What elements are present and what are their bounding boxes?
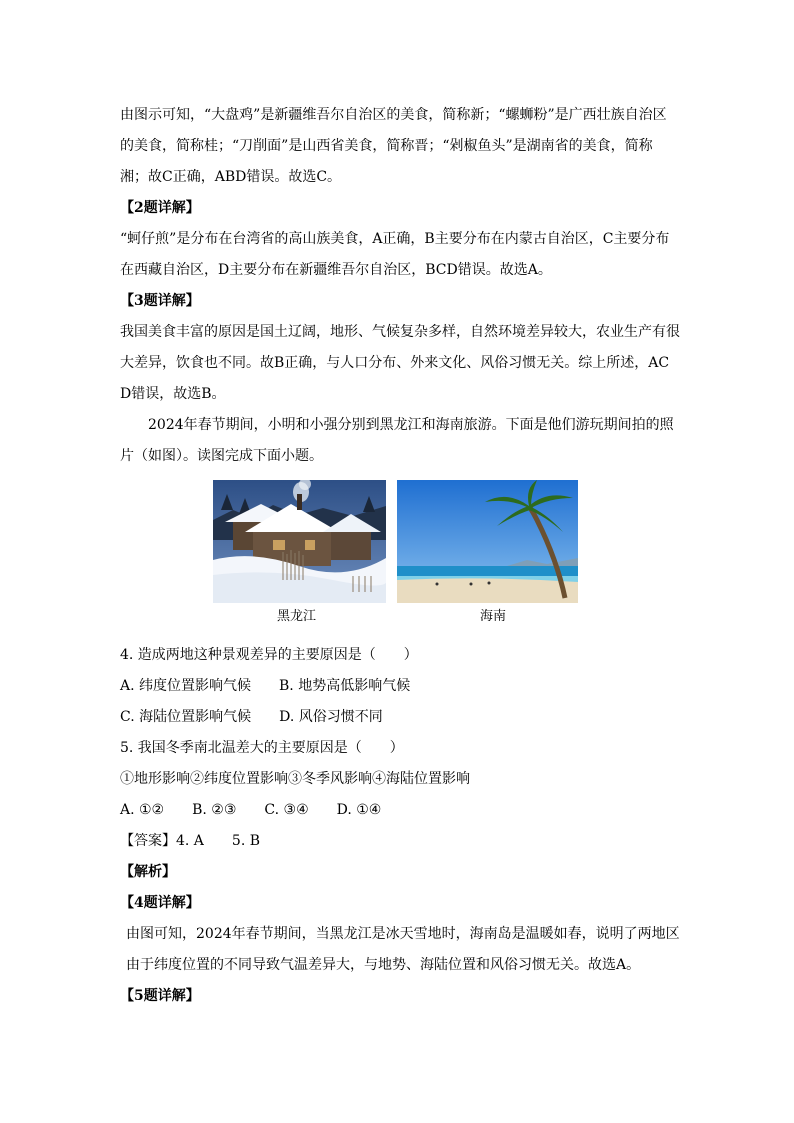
heading-q4-detail: 【4题详解】 xyxy=(120,895,200,911)
caption-hainan: 海南 xyxy=(480,609,507,624)
answer-line: 【答案】4. A 5. B xyxy=(120,833,261,849)
caption-heilongjiang: 黑龙江 xyxy=(277,609,317,624)
heading-q5-detail: 【5题详解】 xyxy=(120,988,200,1004)
explanation-q3: 我国美食丰富的原因是国土辽阔，地形、气候复杂多样，自然环境差异较大，农业生产有很大差异，饮食也不同。故B正确，与人口分布、外来文化、风俗习惯无关。综上所述，ACD错误，故选B。 xyxy=(120,324,680,402)
question-4: 4. 造成两地这种景观差异的主要原因是（ ） xyxy=(120,647,418,663)
explanation-q1: 由图示可知，“大盘鸡”是新疆维吾尔自治区的美食，简称新；“螺蛳粉”是广西壮族自治区的美食，简称桂；“刀削面”是山西省美食，简称晋；“剁椒鱼头”是湖南省的美食，简称湘；故C正确，ABD错误。故选C。 xyxy=(120,107,667,185)
question-5-options: A. ①② B. ②③ C. ③④ D. ①④ xyxy=(120,802,382,818)
explanation-q4: 由图可知，2024年春节期间，当黑龙江是冰天雪地时，海南岛是温暖如春，说明了两地区由于纬度位置的不同导致气温差异大，与地势、海陆位置和风俗习惯无关。故选A。 xyxy=(126,926,680,973)
question-intro: 2024年春节期间，小明和小强分别到黑龙江和海南旅游。下面是他们游玩期间拍的照片（如图）。读图完成下面小题。 xyxy=(120,417,674,464)
question-5: 5. 我国冬季南北温差大的主要原因是（ ） xyxy=(120,740,404,756)
photo-figure xyxy=(120,480,680,636)
explanation-q2: “蚵仔煎”是分布在台湾省的高山族美食，A正确，B主要分布在内蒙古自治区，C主要分布在西藏自治区，D主要分布在新疆维吾尔自治区，BCD错误。故选A。 xyxy=(120,231,670,278)
hainan-beach-photo xyxy=(397,480,578,603)
question-4-options-row1: A. 纬度位置影响气候 B. 地势高低影响气候 xyxy=(120,678,411,694)
question-5-items: ①地形影响②纬度位置影响③冬季风影响④海陆位置影响 xyxy=(120,771,470,787)
heilongjiang-snow-photo xyxy=(213,480,386,603)
heading-q2-detail: 【2题详解】 xyxy=(120,200,200,216)
document-content xyxy=(120,100,680,1012)
question-4-options-row2: C. 海陆位置影响气候 D. 风俗习惯不同 xyxy=(120,709,383,725)
heading-q3-detail: 【3题详解】 xyxy=(120,293,200,309)
analysis-heading: 【解析】 xyxy=(120,864,176,880)
